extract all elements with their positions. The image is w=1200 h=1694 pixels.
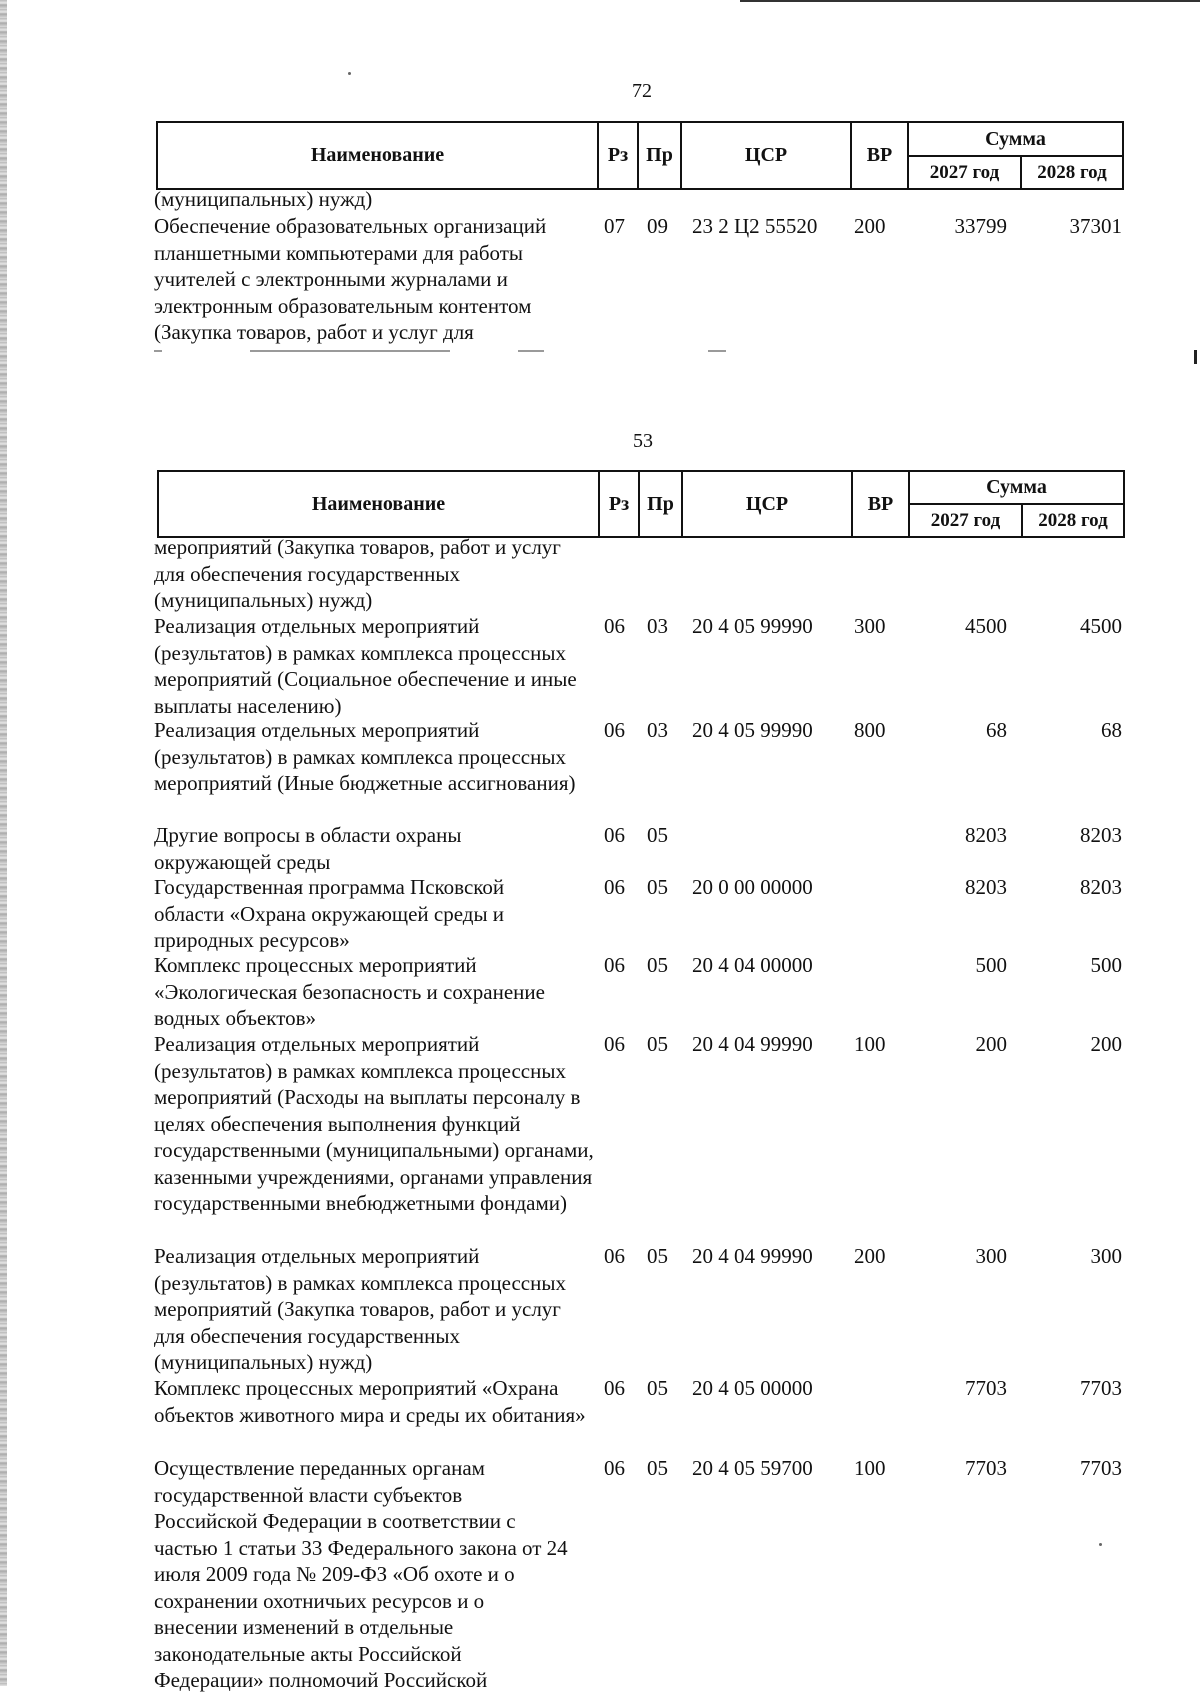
header-pr: Пр [639, 471, 682, 537]
row-vr: 100 [854, 1456, 886, 1480]
cutoff-line [250, 350, 450, 352]
table-header-top [156, 121, 1124, 190]
row-pr: 05 [647, 1456, 668, 1480]
row-rz: 06 [604, 718, 625, 742]
row-name: мероприятий (Закупка товаров, работ и услуг для обеспечения государственных (муниципальных) нужд) [154, 535, 561, 612]
row-rz: 06 [604, 1456, 625, 1480]
header-vr: ВР [851, 122, 908, 189]
row-sum-2027: 200 [975, 1032, 1007, 1056]
header-year-2027: 2027 год [908, 156, 1021, 189]
header-year-2028: 2028 год [1021, 156, 1123, 189]
row-rz: 06 [604, 953, 625, 977]
cutoff-line [708, 350, 726, 352]
row-rz: 06 [604, 1376, 625, 1400]
row-sum-2027: 500 [975, 953, 1007, 977]
row-rz: 06 [604, 823, 625, 847]
row-csr: 20 4 05 00000 [692, 1376, 813, 1400]
row-csr: 20 4 04 99990 [692, 1244, 813, 1268]
row-pr: 05 [647, 1376, 668, 1400]
row-sum-2027: 4500 [965, 614, 1007, 638]
row-name: Реализация отдельных мероприятий (результатов) в рамках комплекса процессных мероприятий (Социальное обеспечение и иные выплаты населению) [154, 614, 577, 718]
row-sum-2028: 300 [1090, 1244, 1122, 1268]
row-csr: 23 2 Ц2 55520 [692, 214, 818, 238]
row-rz: 06 [604, 614, 625, 638]
header-sum: Сумма [908, 122, 1123, 156]
header-pr: Пр [638, 122, 681, 189]
row-sum-2027: 7703 [965, 1376, 1007, 1400]
row-pr: 05 [647, 953, 668, 977]
row-name: Реализация отдельных мероприятий (результатов) в рамках комплекса процессных мероприятий (Иные бюджетные ассигнования) [154, 718, 576, 795]
row-pr: 03 [647, 718, 668, 742]
row-name: (муниципальных) нужд) [154, 187, 373, 211]
row-csr: 20 4 05 59700 [692, 1456, 813, 1480]
row-pr: 03 [647, 614, 668, 638]
row-vr: 200 [854, 1244, 886, 1268]
row-csr: 20 4 04 00000 [692, 953, 813, 977]
scan-speck [1099, 1543, 1102, 1546]
table-header-main [157, 470, 1125, 538]
row-name: Комплекс процессных мероприятий «Охрана объектов животного мира и среды их обитания» [154, 1376, 586, 1427]
row-sum-2028: 7703 [1080, 1456, 1122, 1480]
header-csr: ЦСР [681, 122, 851, 189]
scan-right-mark [1194, 350, 1197, 364]
row-sum-2028: 4500 [1080, 614, 1122, 638]
row-pr: 05 [647, 823, 668, 847]
row-name: Государственная программа Псковской области «Охрана окружающей среды и природных ресурсов» [154, 875, 505, 952]
header-name: Наименование [158, 471, 599, 537]
row-pr: 09 [647, 214, 668, 238]
row-sum-2027: 8203 [965, 823, 1007, 847]
row-rz: 07 [604, 214, 625, 238]
row-csr: 20 4 04 99990 [692, 1032, 813, 1056]
row-sum-2027: 33799 [954, 214, 1007, 238]
row-sum-2028: 37301 [1069, 214, 1122, 238]
scan-speck [348, 72, 351, 75]
row-sum-2028: 200 [1090, 1032, 1122, 1056]
row-vr: 100 [854, 1032, 886, 1056]
header-year-2027: 2027 год [909, 504, 1022, 537]
row-sum-2028: 500 [1090, 953, 1122, 977]
page-number-main: 53 [633, 430, 653, 452]
row-rz: 06 [604, 875, 625, 899]
header-rz: Рз [598, 122, 638, 189]
row-csr: 20 0 00 00000 [692, 875, 813, 899]
row-vr: 300 [854, 614, 886, 638]
row-vr: 200 [854, 214, 886, 238]
row-name: Обеспечение образовательных организаций планшетными компьютерами для работы учителей с электронными журналами и электронным образовательным контентом (Закупка товаров, работ и услуг для [154, 214, 547, 344]
row-sum-2028: 8203 [1080, 875, 1122, 899]
row-sum-2028: 7703 [1080, 1376, 1122, 1400]
page-number-top: 72 [632, 80, 652, 102]
row-pr: 05 [647, 1032, 668, 1056]
header-year-2028: 2028 год [1022, 504, 1124, 537]
row-csr: 20 4 05 99990 [692, 614, 813, 638]
header-csr: ЦСР [682, 471, 852, 537]
row-pr: 05 [647, 875, 668, 899]
row-sum-2028: 68 [1101, 718, 1122, 742]
row-name: Осуществление переданных органам государственной власти субъектов Российской Федерации в соответствии с частью 1 статьи 33 Федерального закона от 24 июля 2009 года № 209-ФЗ «Об охоте и о сохранении охотничьих ресурсов и о внесении изменений в отдельные законодательные акты Российской Федерации» полномочий Российской [154, 1456, 568, 1692]
scan-left-edge [0, 0, 7, 1686]
header-rz: Рз [599, 471, 639, 537]
header-name: Наименование [157, 122, 598, 189]
header-sum: Сумма [909, 471, 1124, 504]
cutoff-line [154, 350, 162, 352]
row-sum-2028: 8203 [1080, 823, 1122, 847]
row-sum-2027: 300 [975, 1244, 1007, 1268]
row-rz: 06 [604, 1244, 625, 1268]
row-name: Комплекс процессных мероприятий «Экологическая безопасность и сохранение водных объектов» [154, 953, 545, 1030]
row-vr: 800 [854, 718, 886, 742]
row-rz: 06 [604, 1032, 625, 1056]
row-sum-2027: 7703 [965, 1456, 1007, 1480]
scan-top-rule [740, 0, 1200, 2]
header-vr: ВР [852, 471, 909, 537]
row-name: Реализация отдельных мероприятий (результатов) в рамках комплекса процессных мероприятий (Расходы на выплаты персоналу в целях обеспечения выполнения функций государственными (муниципальными) органами, казенными учреждениями, органами управления государственными внебюджетными фондами) [154, 1032, 594, 1215]
row-pr: 05 [647, 1244, 668, 1268]
row-csr: 20 4 05 99990 [692, 718, 813, 742]
row-sum-2027: 8203 [965, 875, 1007, 899]
row-name: Другие вопросы в области охраны окружающей среды [154, 823, 462, 874]
cutoff-line [518, 350, 544, 352]
row-name: Реализация отдельных мероприятий (результатов) в рамках комплекса процессных мероприятий (Закупка товаров, работ и услуг для обеспечения государственных (муниципальных) нужд) [154, 1244, 566, 1374]
row-sum-2027: 68 [986, 718, 1007, 742]
